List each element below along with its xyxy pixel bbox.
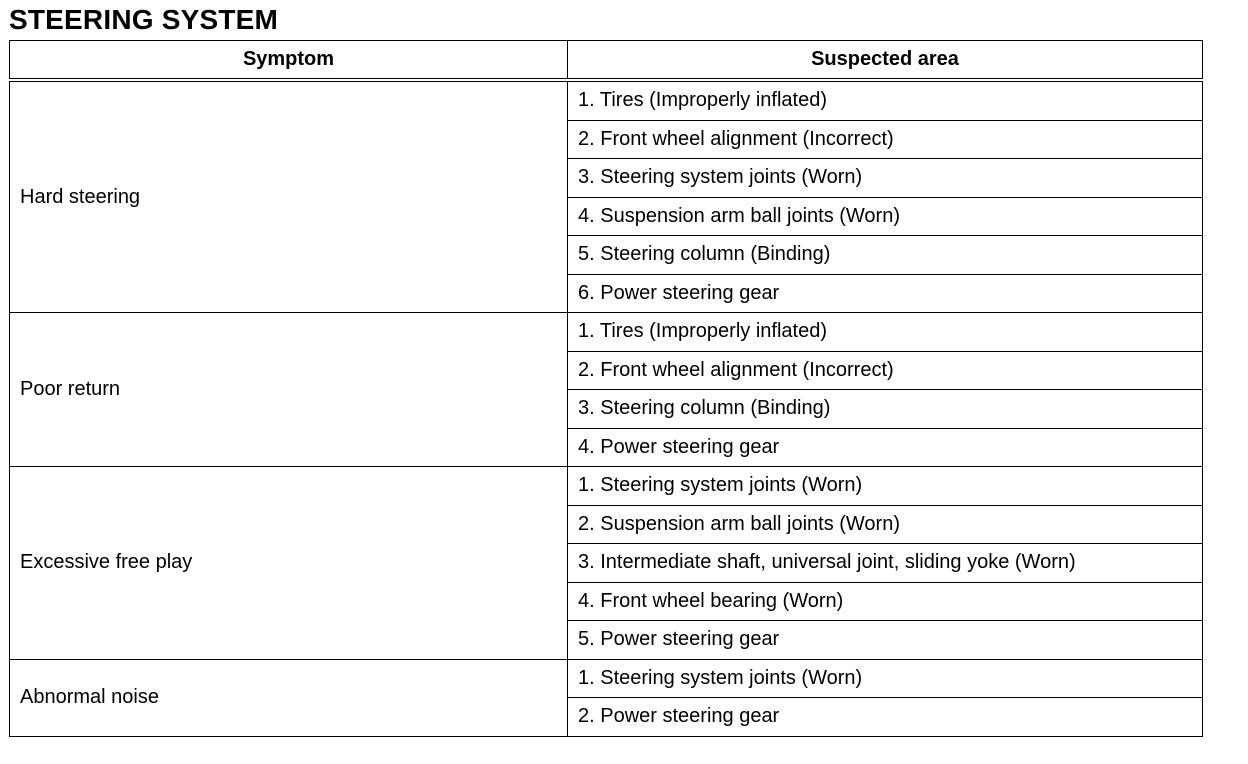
suspected-area-cell: 3. Steering column (Binding) bbox=[568, 390, 1203, 429]
symptom-column-header: Symptom bbox=[10, 41, 568, 81]
table-row bbox=[10, 313, 1203, 352]
table-row bbox=[10, 80, 1203, 120]
suspected-area-cell: 2. Front wheel alignment (Incorrect) bbox=[568, 120, 1203, 159]
suspected-area-cell: 2. Front wheel alignment (Incorrect) bbox=[568, 351, 1203, 390]
suspected-area-cell: 2. Suspension arm ball joints (Worn) bbox=[568, 505, 1203, 544]
suspected-area-cell: 1. Steering system joints (Worn) bbox=[568, 659, 1203, 698]
symptom-cell: Abnormal noise bbox=[10, 659, 568, 736]
table-row bbox=[10, 659, 1203, 698]
troubleshooting-table bbox=[9, 40, 1203, 737]
suspected-area-cell: 4. Suspension arm ball joints (Worn) bbox=[568, 197, 1203, 236]
header-row bbox=[10, 41, 1203, 81]
suspected-area-cell: 4. Power steering gear bbox=[568, 428, 1203, 467]
suspected-area-cell: 2. Power steering gear bbox=[568, 698, 1203, 737]
suspected-area-column-header: Suspected area bbox=[568, 41, 1203, 81]
suspected-area-cell: 5. Steering column (Binding) bbox=[568, 236, 1203, 275]
table-row bbox=[10, 467, 1203, 506]
suspected-area-cell: 5. Power steering gear bbox=[568, 621, 1203, 660]
symptom-cell: Hard steering bbox=[10, 80, 568, 313]
suspected-area-cell: 3. Intermediate shaft, universal joint, sliding yoke (Worn) bbox=[568, 544, 1203, 583]
suspected-area-cell: 3. Steering system joints (Worn) bbox=[568, 159, 1203, 198]
table-body bbox=[10, 80, 1203, 736]
suspected-area-cell: 1. Steering system joints (Worn) bbox=[568, 467, 1203, 506]
suspected-area-cell: 6. Power steering gear bbox=[568, 274, 1203, 313]
suspected-area-cell: 1. Tires (Improperly inflated) bbox=[568, 80, 1203, 120]
page-title: STEERING SYSTEM bbox=[9, 4, 279, 35]
suspected-area-cell: 1. Tires (Improperly inflated) bbox=[568, 313, 1203, 352]
symptom-cell: Excessive free play bbox=[10, 467, 568, 660]
symptom-cell: Poor return bbox=[10, 313, 568, 467]
suspected-area-cell: 4. Front wheel bearing (Worn) bbox=[568, 582, 1203, 621]
